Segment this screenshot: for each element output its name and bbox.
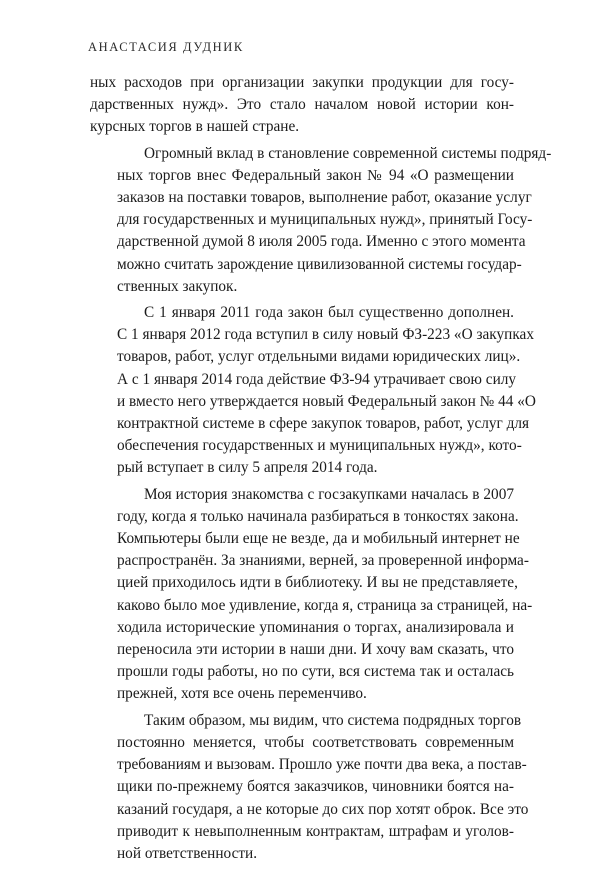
body-text [90,72,552,869]
text-line: году, когда я только начинала разбираться в тонкостях закона. [117,507,519,525]
text-line: можно считать зарождение цивилизованной системы государ- [117,255,522,273]
text-line: Огромный вклад в становление современной системы подряд- [144,144,552,162]
text-line: прошли годы работы, но по сути, вся система так и осталась [117,663,514,681]
text-line: и вместо него утверждается новый Федеральный закон № 44 «О [117,392,536,410]
paragraph [90,710,529,865]
text-line: ных расходов при организации закупки продукции для госу- [90,74,514,91]
text-line: Моя история знакомства с госзакупками началась в 2007 [144,485,514,503]
text-line: Компьютеры были еще не везде, да и мобильный интернет не [117,530,520,548]
text-line: заказов на поставки товаров, выполнение работ, оказание услуг [117,189,532,207]
text-line: контрактной системе в сфере закупок товаров, работ, услуг для [117,415,530,433]
text-line: распространён. За знаниями, верней, за проверенной информа- [117,552,529,570]
paragraph [90,484,533,706]
text-line: Таким образом, мы видим, что система подрядных торгов [144,711,522,729]
text-line: дарственной думой 8 июля 2005 года. Именно с этого момента [117,233,526,251]
text-line: рый вступает в силу 5 апреля 2014 года. [117,459,378,477]
text-line: дарственных нужд». Это стало началом новой истории кон- [90,96,514,114]
text-line: товаров, работ, услуг отдельными видами юридических лиц». [117,348,521,366]
text-line: для государственных и муниципальных нужд», принятый Госу- [117,211,533,229]
text-line: А с 1 января 2014 года действие ФЗ-94 утрачивает свою силу [117,370,517,388]
text-line: цией приходилось идти в библиотеку. И вы не представляете, [117,574,518,592]
text-line: С 1 января 2012 года вступил в силу новый ФЗ-223 «О закупках [117,326,534,344]
text-line: обеспечения государственных и муниципальных нужд», кото- [117,437,522,455]
paragraph [90,302,536,480]
text-line: прежней, хотя все очень переменчиво. [117,685,367,703]
text-line: С 1 января 2011 года закон был существенно дополнен. [144,304,514,322]
text-line: ходила исторические упоминания о торгах, анализировала и [117,618,514,636]
text-line: каково было мое удивление, когда я, страница за страницей, на- [117,596,533,614]
paragraph [90,72,514,139]
text-line: курсных торгов в нашей стране. [90,118,300,136]
text-line: щики по-прежнему боятся заказчиков, чиновники боятся на- [117,778,514,796]
text-line: ных торгов внес Федеральный закон № 94 «О размещении [117,166,514,184]
text-line: ственных закупок. [117,277,238,295]
text-line: переносила эти истории в наши дни. И хочу вам сказать, что [117,641,514,659]
running-head: АНАСТАСИЯ ДУДНИК [88,40,244,54]
text-line: требованиям и вызовам. Прошло уже почти два века, а постав- [117,756,527,774]
text-line: ной ответственности. [117,844,258,862]
paragraph [90,143,552,298]
text-line: казаний государя, а не которые до сих пор хотят оброк. Все это [117,800,529,818]
text-line: приводит к невыполненным контрактам, штрафам и уголов- [117,822,514,840]
text-line: постоянно меняется, чтобы соответствовать современным [117,733,514,751]
